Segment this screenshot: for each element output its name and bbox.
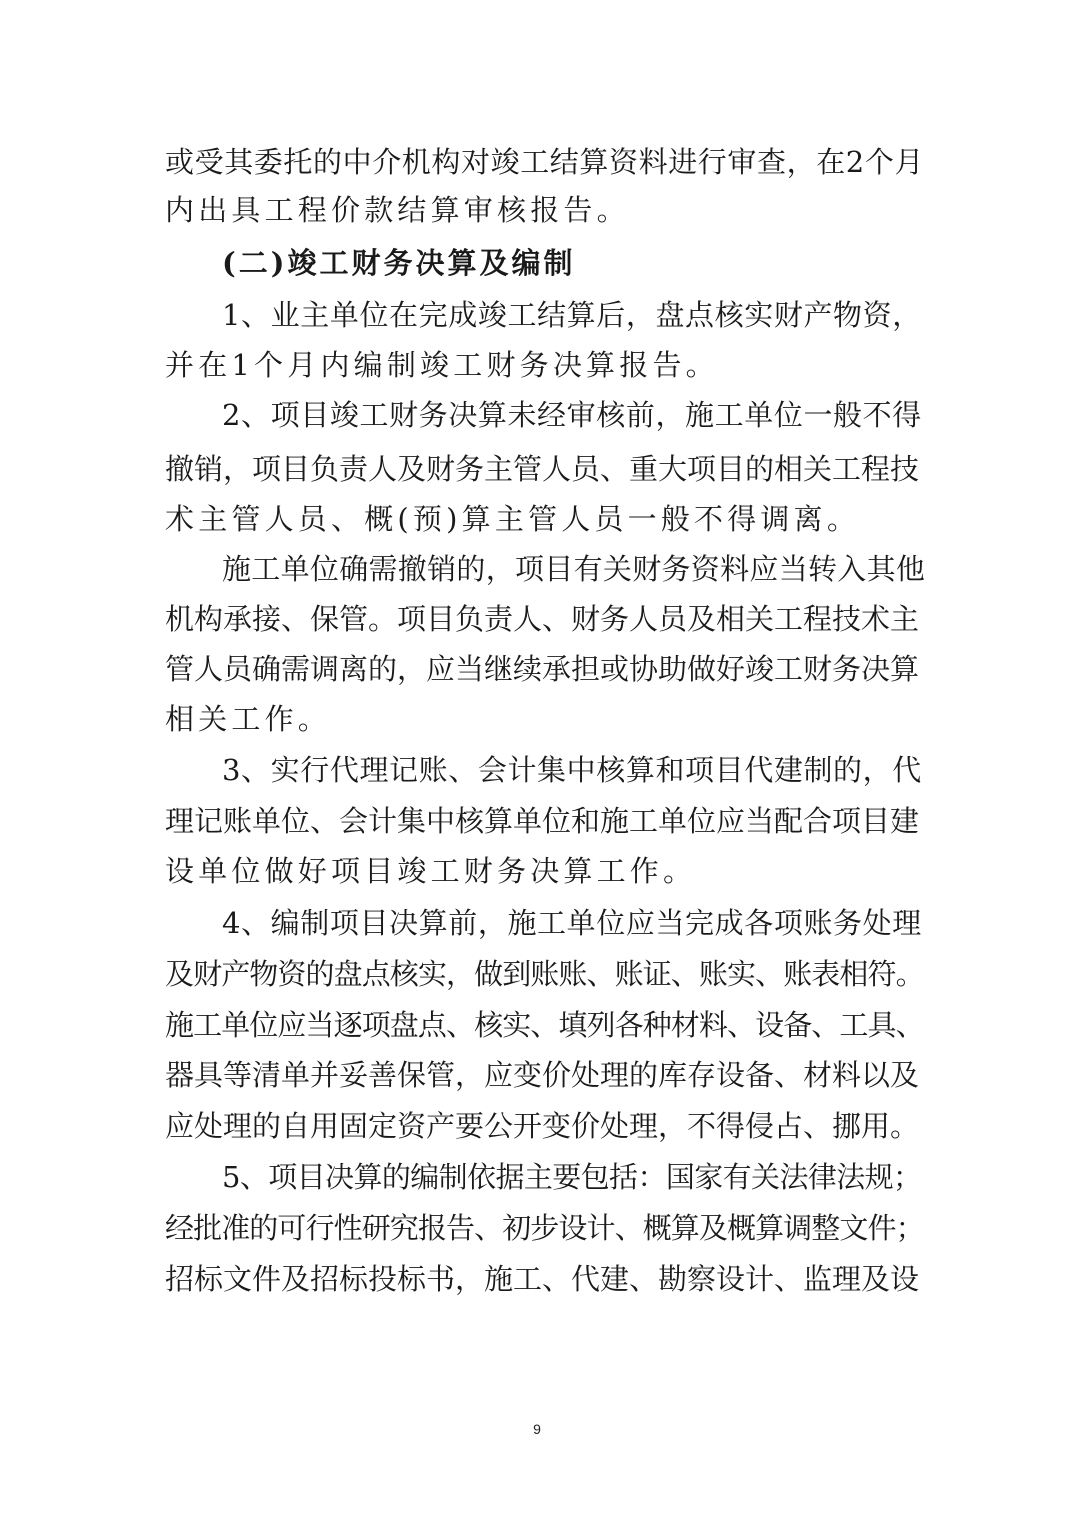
text-line: 撤销，项目负责人及财务主管人员、重大项目的相关工程技	[165, 452, 920, 486]
text-line: 及财产物资的盘点核实，做到账账、账证、账实、账表相符。	[165, 957, 924, 991]
text-line: 应处理的自用固定资产要公开变价处理，不得侵占、挪用。	[165, 1109, 920, 1143]
text-line: 或受其委托的中介机构对竣工结算资料进行审查，在2个月	[165, 145, 925, 179]
text-line: 内出具工程价款结算审核报告。	[165, 193, 630, 227]
text-line: 并在1个月内编制竣工财务决算报告。	[165, 348, 719, 382]
text-line: 管人员确需调离的，应当继续承担或协助做好竣工财务决算	[165, 652, 920, 686]
page-number: 9	[533, 1421, 541, 1437]
text-line: 3、实行代理记账、会计集中核算和项目代建制的，代	[222, 753, 922, 787]
text-line: 理记账单位、会计集中核算单位和施工单位应当配合项目建	[165, 804, 920, 838]
text-line: 招标文件及招标投标书，施工、代建、勘察设计、监理及设	[165, 1262, 920, 1296]
text-line: 器具等清单并妥善保管，应变价处理的库存设备、材料以及	[165, 1058, 920, 1092]
text-line: 施工单位确需撤销的，项目有关财务资料应当转入其他	[222, 552, 926, 586]
text-line: 经批准的可行性研究报告、初步设计、概算及概算调整文件；	[165, 1211, 924, 1245]
text-line: 相关工作。	[165, 702, 332, 736]
text-line: 1、业主单位在完成竣工结算后，盘点核实财产物资，	[222, 298, 922, 332]
text-line: 设单位做好项目竣工财务决算工作。	[165, 854, 697, 888]
text-line: 机构承接、保管。项目负责人、财务人员及相关工程技术主	[165, 602, 920, 636]
text-line: 5、项目决算的编制依据主要包括：国家有关法律法规；	[222, 1160, 922, 1194]
text-line: 4、编制项目决算前，施工单位应当完成各项账务处理	[222, 906, 922, 940]
text-line: 术主管人员、概(预)算主管人员一般不得调离。	[165, 502, 861, 536]
text-line: 施工单位应当逐项盘点、核实、填列各种材料、设备、工具、	[165, 1008, 924, 1042]
section-heading: (二)竣工财务决算及编制	[222, 246, 576, 280]
text-line: 2、项目竣工财务决算未经审核前，施工单位一般不得	[222, 398, 922, 432]
